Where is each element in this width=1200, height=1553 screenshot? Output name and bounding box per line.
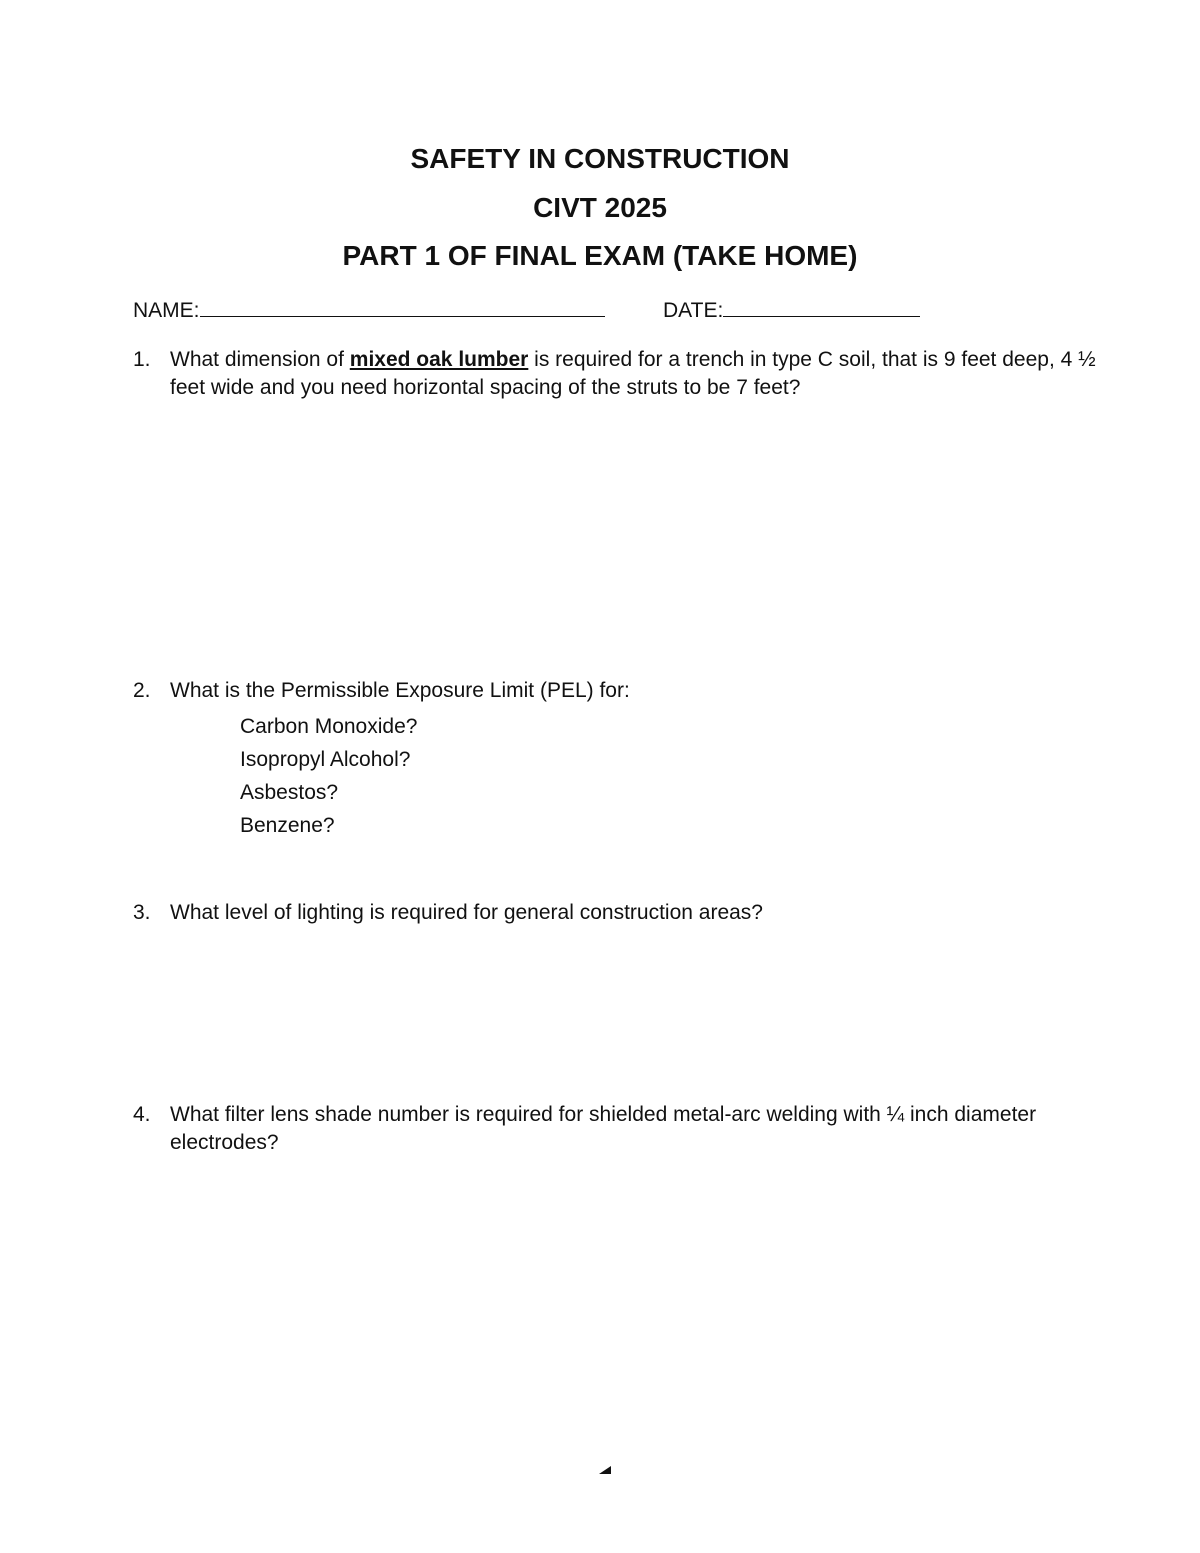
list-item: Asbestos? bbox=[240, 781, 339, 804]
substance-list bbox=[240, 710, 1113, 842]
list-item: Carbon Monoxide? bbox=[240, 715, 418, 738]
question-number: 3. bbox=[133, 901, 151, 924]
question-2 bbox=[133, 677, 1113, 842]
name-blank[interactable] bbox=[200, 296, 605, 317]
list-item: Isopropyl Alcohol? bbox=[240, 748, 411, 771]
question-3 bbox=[133, 899, 1113, 927]
question-number: 2. bbox=[133, 679, 151, 702]
question-1 bbox=[133, 346, 1113, 402]
date-label: DATE: bbox=[663, 299, 724, 322]
exam-subtitle: PART 1 OF FINAL EXAM (TAKE HOME) bbox=[342, 240, 858, 271]
emphasis-text: mixed oak lumber bbox=[349, 348, 529, 371]
question-4 bbox=[133, 1101, 1113, 1157]
course-code: CIVT 2025 bbox=[533, 192, 667, 223]
question-text: What level of lighting is required for general construction areas? bbox=[170, 901, 763, 924]
question-number: 4. bbox=[133, 1103, 151, 1126]
date-blank[interactable] bbox=[723, 296, 920, 317]
question-text: What filter lens shade number is required for shielded metal-arc welding with ¼ inch diameter electrodes? bbox=[170, 1103, 1037, 1154]
student-fields bbox=[133, 296, 724, 325]
question-text: What is the Permissible Exposure Limit (PEL) for: bbox=[170, 679, 630, 702]
question-text: What dimension of mixed oak lumber is required for a trench in type C soil, that is 9 feet deep, 4 ½ feet wide and you need horizontal spacing of the struts to be 7 feet? bbox=[170, 348, 1096, 399]
exam-title: SAFETY IN CONSTRUCTION bbox=[410, 143, 790, 174]
list-item: Benzene? bbox=[240, 814, 335, 837]
page-marker-icon bbox=[599, 1466, 611, 1474]
name-label: NAME: bbox=[133, 299, 200, 322]
question-number: 1. bbox=[133, 348, 151, 371]
